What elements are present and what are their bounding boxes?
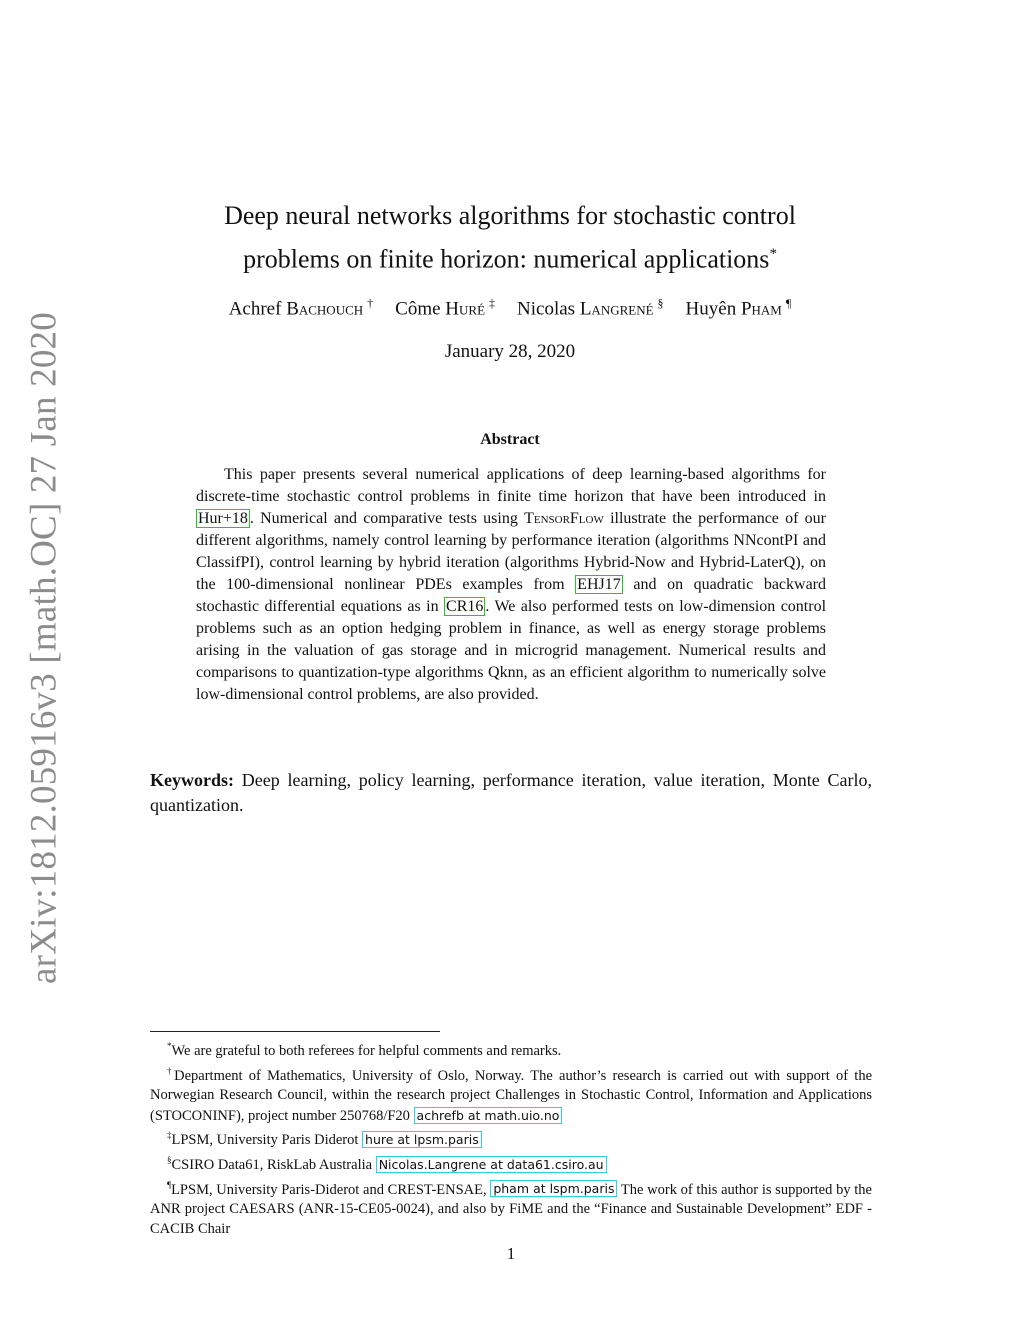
- footnotes: [150, 1037, 872, 1239]
- footnote-bachouch: †Department of Mathematics, University of Oslo, Norway. The author’s research is carried out with support of the Norwegian Research Council, within the research project Challenges in Stochastic Control, Information and Applications (STOCONINF), project number 250768/F20 achrefb at math.uio.no: [150, 1065, 873, 1124]
- author-footnote-mark[interactable]: ¶: [785, 296, 792, 310]
- tensorflow-name: TensorFlow: [524, 510, 604, 527]
- title-line-1: Deep neural networks algorithms for stochastic control: [224, 201, 796, 230]
- footnote-separator: [150, 1031, 440, 1032]
- title-footnote-mark[interactable]: *: [769, 246, 777, 262]
- author-footnote-mark[interactable]: ‡: [489, 296, 496, 310]
- abstract-body: This paper presents several numerical applications of deep learning-based algorithms for discrete-time stochastic control problems in finite time horizon that have been introduced in Hur+18 . Numerical and comparative tests using TensorFlow illustrate the performance of our different algorithms, namely control learning by performance iteration (algorithms NNcontPI and ClassifPI), control learning by hybrid iteration (algorithms Hybrid-Now and Hybrid-LaterQ), on the 100-dimensional nonlinear PDEs examples from EHJ17 and on quadratic backward stochastic differential equations as in CR16 . We also performed tests on low-dimension control problems such as an option hedging problem in finance, as well as energy storage problems arising in the valuation of gas storage and in microgrid management. Numerical results and comparisons to quantization-type algorithms Qknn, as an efficient algorithm to numerically solve low-dimensional control problems, are also provided.: [196, 466, 827, 703]
- footnote-langrene: §CSIRO Data61, RiskLab Australia Nicolas.Langrene at data61.csiro.au: [150, 1151, 872, 1176]
- keywords-text: Deep learning, policy learning, performance iteration, value iteration, Monte Carlo, quantization.: [150, 770, 873, 815]
- author-footnote-mark[interactable]: †: [367, 296, 374, 310]
- keywords-label: Keywords:: [150, 770, 234, 790]
- footnote-hure: ‡LPSM, University Paris Diderot hure at lpsm.paris: [150, 1126, 872, 1151]
- author-footnote-mark[interactable]: §: [657, 296, 664, 310]
- email-link[interactable]: Nicolas.Langrene at data61.csiro.au: [376, 1156, 607, 1173]
- arxiv-identifier-stamp: arXiv:1812.05916v3 [math.OC] 27 Jan 2020: [23, 312, 65, 984]
- footnote-acknowledgement: *We are grateful to both referees for helpful comments and remarks.: [167, 1041, 562, 1059]
- page-number: 1: [506, 1244, 516, 1263]
- email-link[interactable]: hure at lpsm.paris: [362, 1131, 482, 1148]
- citation-link[interactable]: EHJ17: [577, 576, 621, 593]
- footnote-pham: ¶LPSM, University Paris-Diderot and CREST-ENSAE, pham at lspm.paris The work of this author is supported by the ANR project CAESARS (ANR-15-CE05-0024), and also by FiME and the “Finance and Sustainable Development” EDF - CACIB Chair: [150, 1179, 872, 1237]
- citation-link[interactable]: CR16: [446, 598, 484, 615]
- abstract-heading: Abstract: [480, 431, 540, 448]
- author-list: [150, 296, 870, 320]
- paper-title: [150, 196, 870, 279]
- citation-link[interactable]: Hur+18: [198, 510, 248, 527]
- email-link[interactable]: pham at lspm.paris: [490, 1180, 617, 1197]
- author-langrene: Nicolas Langrené §: [517, 296, 664, 320]
- publication-date: January 28, 2020: [444, 341, 576, 362]
- keywords: [150, 768, 872, 818]
- email-link[interactable]: achrefb at math.uio.no: [414, 1107, 563, 1124]
- title-line-2: problems on finite horizon: numerical applications: [243, 244, 770, 274]
- author-bachouch: Achref Bachouch †: [228, 296, 374, 320]
- author-pham: Huyên Pham ¶: [685, 296, 792, 320]
- author-hure: Côme Huré ‡: [395, 296, 496, 320]
